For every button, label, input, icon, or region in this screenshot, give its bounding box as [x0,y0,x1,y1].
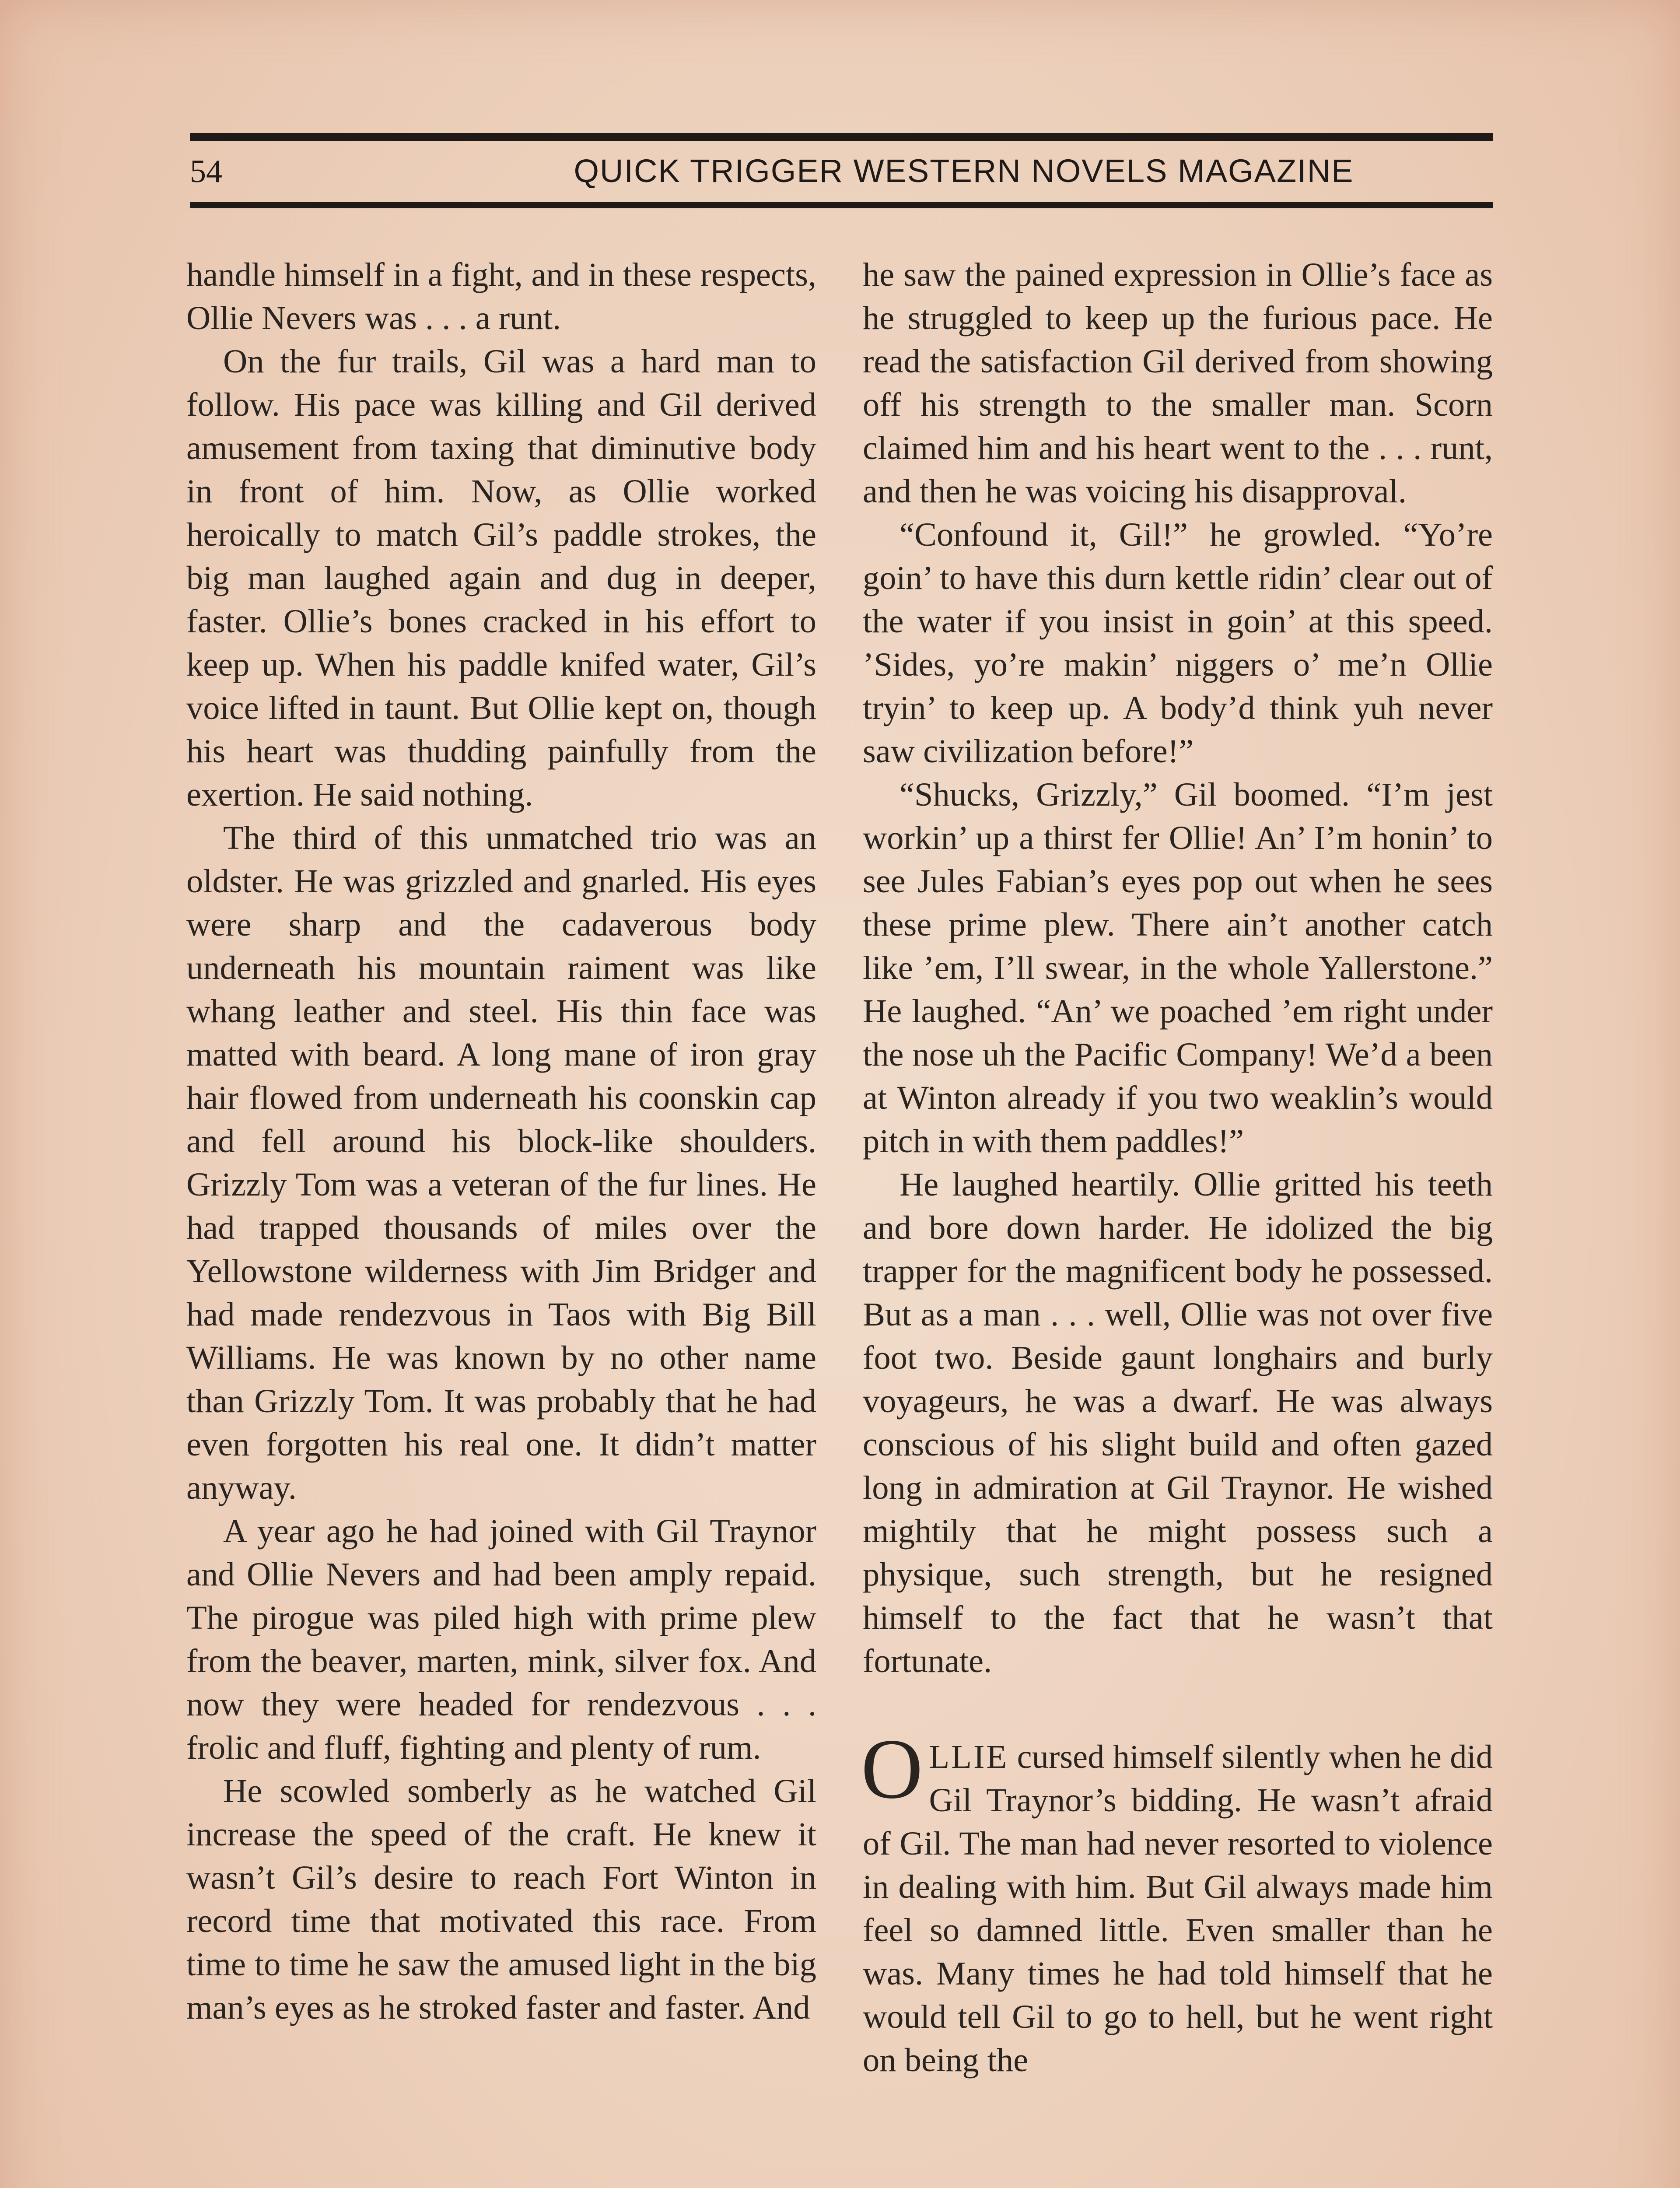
header-rule-top [190,133,1493,141]
section-opening-paragraph [861,1722,1493,2082]
paragraph: He scowled somberly as he watched Gil increase the speed of the craft. He knew it wasn’t Gil’s desire to reach Fort Winton in record time that motivated this race. From time to time he saw the amused light in the big man’s eyes as he stroked faster and faster. And [186,1772,816,2026]
paragraph: he saw the pained expression in Ollie’s face as he struggled to keep up the furious pace. He read the satisfaction Gil derived from showing off his strength to the smaller man. Scorn claimed him and his heart went to the . . . runt, and then he was voicing his disapproval. [863,256,1493,510]
paragraph: A year ago he had joined with Gil Traynor and Ollie Nevers and had been amply repaid. The pirogue was piled high with prime plew from the beaver, marten, mink, silver fox. And now they were headed for rendezvous . . . frolic and fluff, fighting and plenty of rum. [186,1512,816,1766]
drop-cap: O [861,1722,923,1816]
paragraph: “Confound it, Gil!” he growled. “Yo’re goin’ to have this durn kettle ridin’ clear out of the water if you insist in goin’ at this speed. ’Sides, yo’re makin’ niggers o’ me’n Ollie tryin’ to keep up. A body’d think yuh never saw civilization before!” [863,516,1493,770]
right-column [863,253,1493,2082]
header-rule-bottom [190,202,1493,208]
paragraph: On the fur trails, Gil was a hard man to follow. His pace was killing and Gil derived amusement from taxing that diminutive body in front of him. Now, as Ollie worked heroically to match Gil’s paddle strokes, the big man laughed again and dug in deeper, faster. Ollie’s bones cracked in his effort to keep up. When his paddle knifed water, Gil’s voice lifted in taunt. But Ollie kept on, though his heart was thudding painfully from the exertion. He said nothing. [186,343,816,813]
paragraph-text: cursed himself silently when he did Gil Traynor’s bidding. He wasn’t afraid of Gil. The man had never resorted to violence in dealing with him. But Gil always made him feel so damned little. Even smaller than he was. Many times he had told himself that he would tell Gil to go to hell, but he went right on being the [863,1738,1493,2079]
running-header [190,141,1493,202]
page-number: 54 [190,154,222,189]
paragraph: handle himself in a fight, and in these respects, Ollie Nevers was . . . a runt. [186,256,816,337]
running-title: QUICK TRIGGER WESTERN NOVELS MAGAZINE [574,153,1354,189]
paragraph: He laughed heartily. Ollie gritted his teeth and bore down harder. He idolized the big trapper for the magnificent body he possessed. But as a man . . . well, Ollie was not over five foot two. Beside gaunt longhairs and burly voyageurs, he was a dwarf. He was always conscious of his slight build and often gazed long in admiration at Gil Traynor. He wished mightily that he might possess such a physique, such strength, but he resigned himself to the fact that he wasn’t that fortunate. [863,1166,1493,1680]
small-caps-lead: LLIE [929,1738,1009,1775]
paragraph: “Shucks, Grizzly,” Gil boomed. “I’m jest workin’ up a thirst fer Ollie! An’ I’m honin’ to see Jules Fabian’s eyes pop out when he sees these prime plew. There ain’t another catch like ’em, I’ll swear, in the whole Yallerstone.” He laughed. “An’ we poached ’em right under the nose uh the Pacific Company! We’d a been at Winton already if you two weaklin’s would pitch in with them paddles!” [863,776,1493,1160]
paragraph: The third of this unmatched trio was an oldster. He was grizzled and gnarled. His eyes were sharp and the cadaverous body underneath his mountain raiment was like whang leather and steel. His thin face was matted with beard. A long mane of iron gray hair flowed from underneath his coonskin cap and fell around his block-like shoulders. Grizzly Tom was a veteran of the fur lines. He had trapped thousands of miles over the Yellowstone wilderness with Jim Bridger and had made rendezvous in Taos with Big Bill Williams. He was known by no other name than Grizzly Tom. It was probably that he had even forgotten his real one. It didn’t matter anyway. [186,819,816,1506]
left-column [186,253,816,2029]
